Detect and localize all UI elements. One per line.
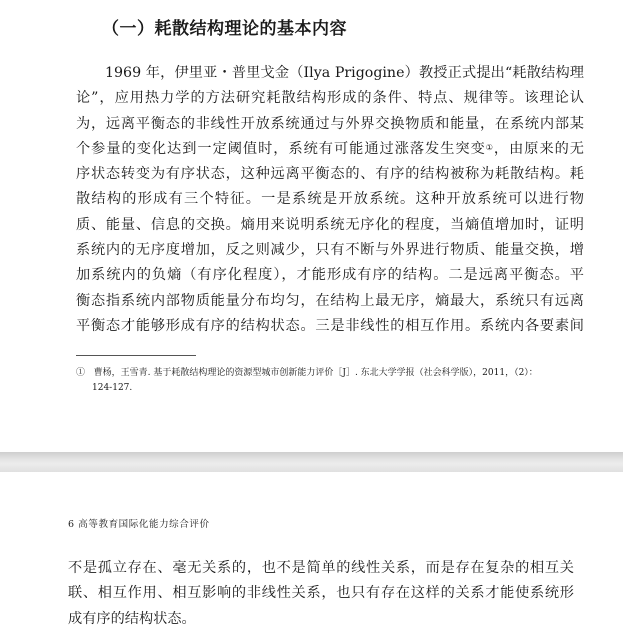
- footnote-text: 曹杨，王雪青. 基于耗散结构理论的资源型城市创新能力评价［J］. 东北大学学报（社会科学版），2011，（2）：: [93, 368, 538, 378]
- main-paragraph: [76, 61, 584, 339]
- paragraph-line: 系统内的无序度增加，反之则减少，只有不断与外界进行物质、能量交换，增: [76, 242, 584, 259]
- footnote-line: [76, 366, 584, 381]
- paragraph-line-with-footnote: [76, 137, 584, 162]
- footnote-divider: [76, 355, 196, 356]
- footnote-reference[interactable]: ①: [485, 142, 494, 152]
- paragraph-line: 散结构的形成有三个特征。一是系统是开放系统。这种开放系统可以进行物: [76, 191, 584, 208]
- page-separator: [0, 452, 623, 472]
- paragraph-line: 不是孤立存在、毫无关系的，也不是简单的线性关系，而是存在复杂的相互关: [68, 560, 574, 576]
- paragraph-line: 衡态指系统内部物质能量分布均匀，在结构上最无序，熵最大，系统只有远离: [76, 292, 584, 309]
- paragraph-line: 论”，应用热力学的方法研究耗散结构形成的条件、特点、规律等。该理论认: [76, 90, 584, 107]
- paragraph-line: 1969 年，伊里亚・普里戈金（Ilya Prigogine）教授正式提出“耗散结构理: [105, 65, 584, 81]
- paragraph-line: 成有序的结构状态。: [68, 610, 196, 627]
- paragraph-line: 序状态转变为有序状态，这种远离平衡态的、有序的结构被称为耗散结构。耗: [76, 166, 584, 183]
- footnote-line: 124-127.: [92, 383, 133, 393]
- footnote-marker: ①: [76, 368, 86, 378]
- paragraph-line-part: ，由原来的无: [493, 140, 584, 157]
- page-lower: [0, 472, 623, 632]
- section-heading: （一）耗散结构理论的基本内容: [102, 19, 347, 39]
- footnote: [76, 366, 584, 396]
- paragraph-line: 质、能量、信息的交换。熵用来说明系统无序化的程度，当熵值增加时，证明: [76, 216, 584, 233]
- paragraph-line: 为，远离平衡态的非线性开放系统通过与外界交换物质和能量，在系统内部某: [76, 115, 584, 132]
- paragraph-line-part: 个参量的变化达到一定阈值时，系统有可能通过涨落发生突变: [76, 140, 486, 157]
- paragraph-line: 联、相互作用、相互影响的非线性关系，也只有存在这样的关系才能使系统形: [68, 585, 574, 602]
- paragraph-line: 加系统内的负熵（有序化程度），才能形成有序的结构。二是远离平衡态。平: [76, 267, 584, 284]
- paragraph-line: 平衡态才能够形成有序的结构状态。三是非线性的相互作用。系统内各要素间: [76, 317, 584, 334]
- continued-paragraph: [68, 556, 574, 632]
- running-header: 6 高等教育国际化能力综合评价: [68, 519, 210, 530]
